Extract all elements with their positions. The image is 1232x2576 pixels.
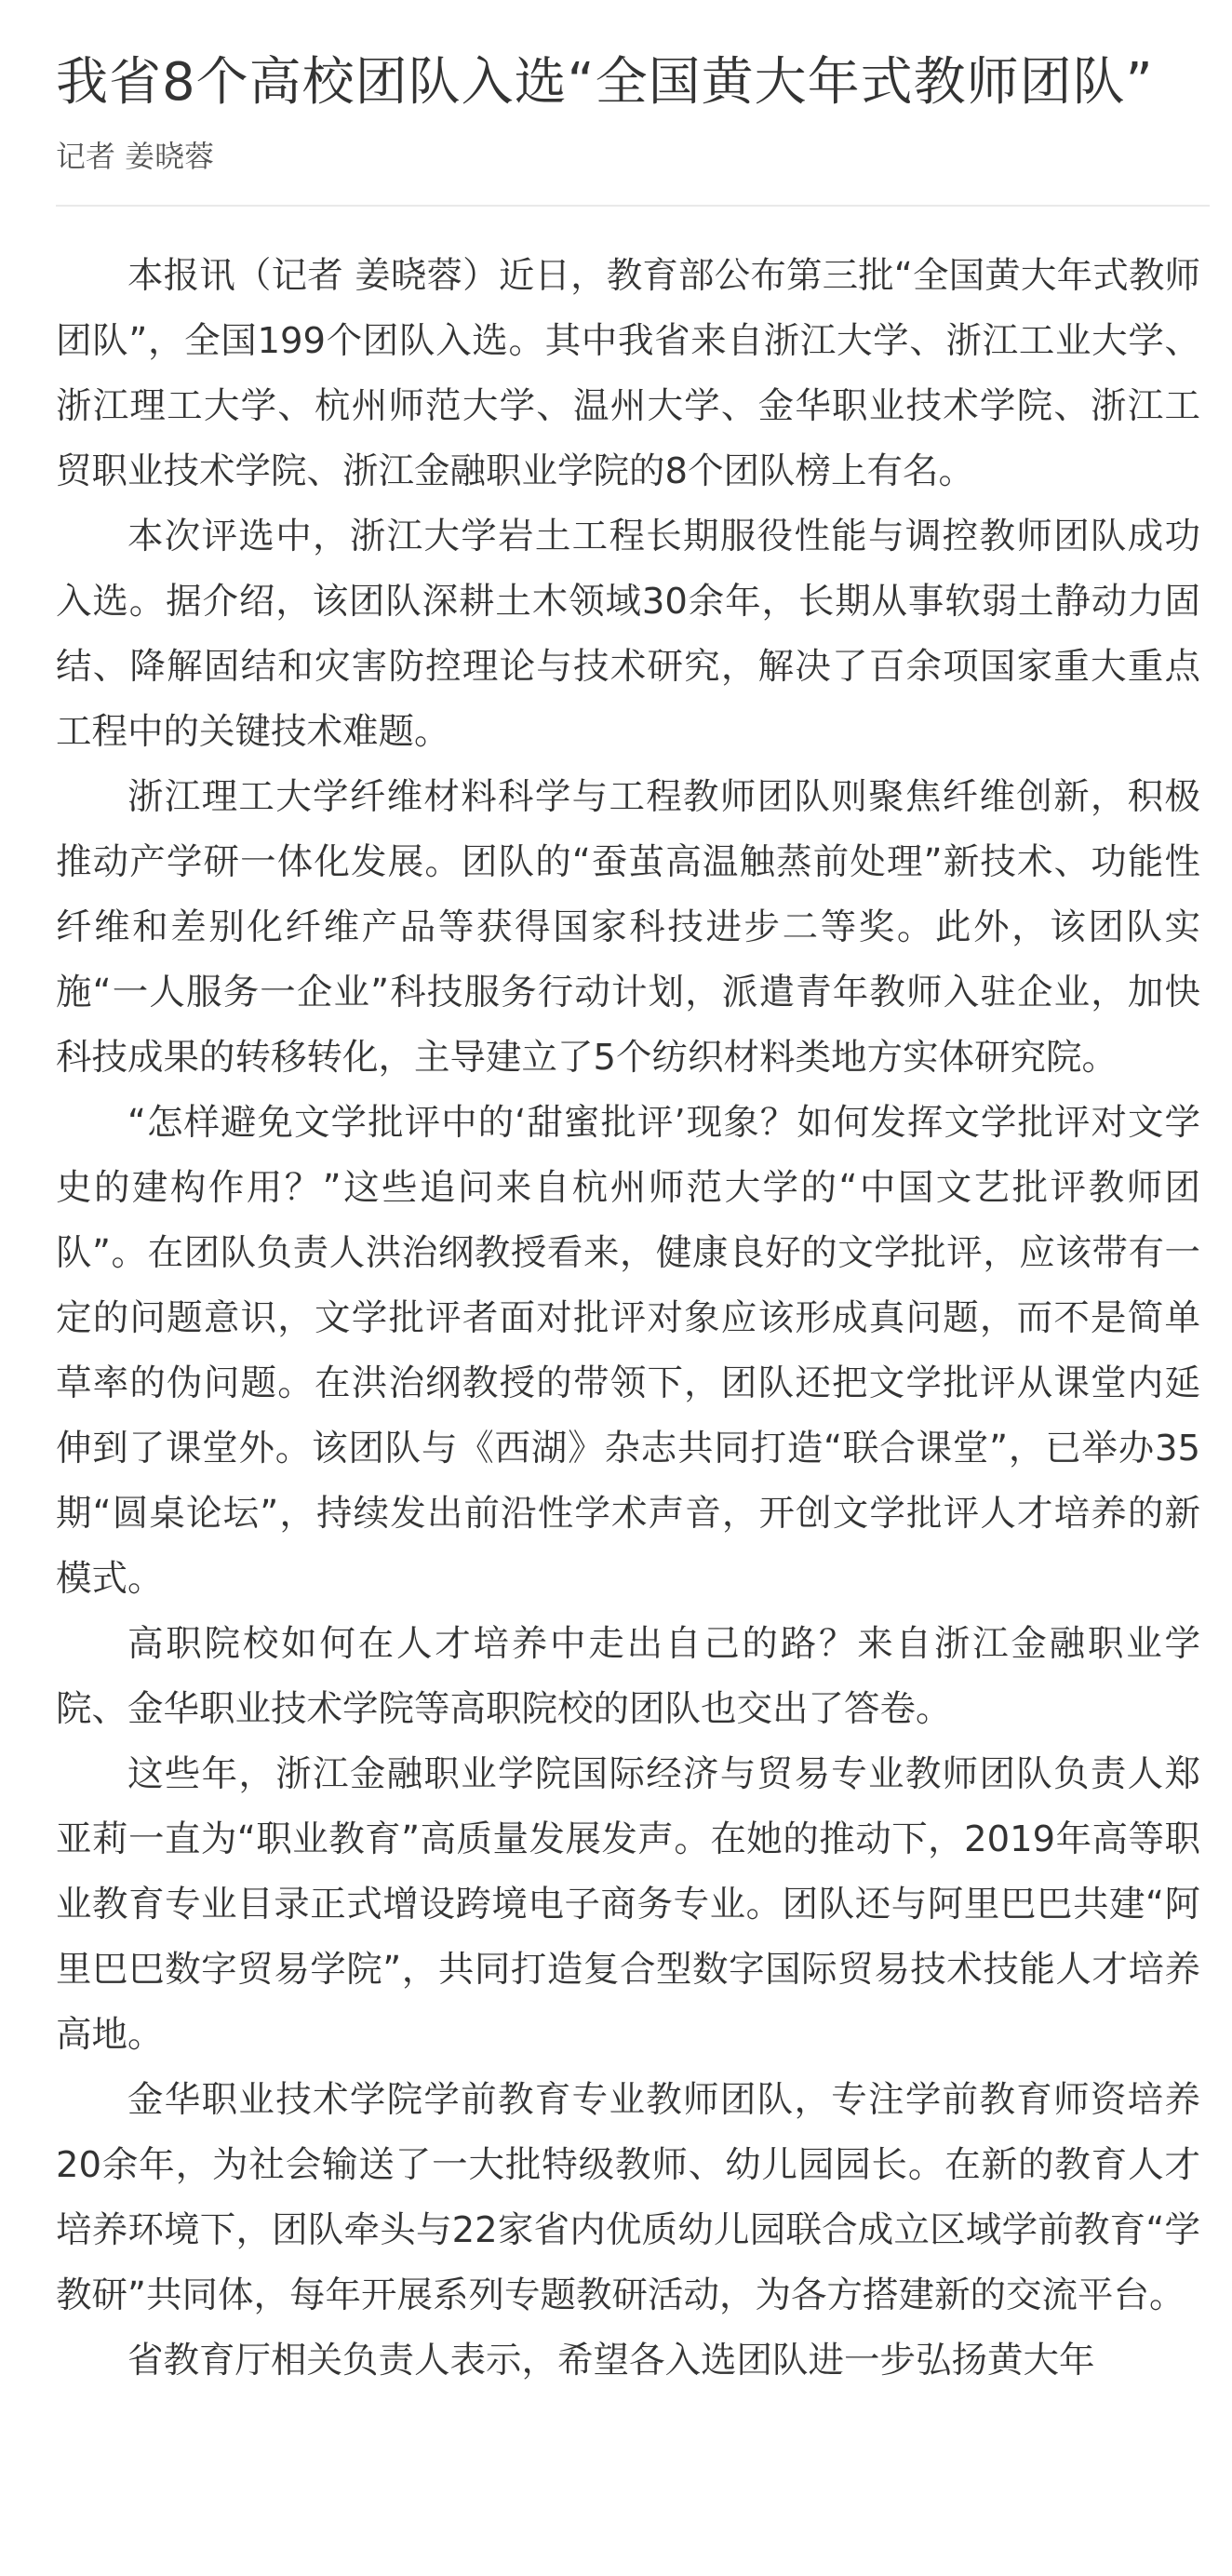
article-paragraph: 省教育厅相关负责人表示，希望各入选团队进一步弘扬黄大年 (127, 2340, 1095, 2381)
article-paragraph: 本次评选中，浙江大学岩土工程长期服役性能与调控教师团队成功入选。据介绍，该团队深耕土木领域30余年，长期从事软弱土静动力固结、降解固结和灾害防控理论与技术研究，解决了百余项国家重大重点工程中的关键技术难题。 (56, 516, 1200, 753)
article-body (56, 244, 1200, 2394)
article-title: 我省8个高校团队入选“全国黄大年式教师团队” (56, 52, 1154, 113)
article-paragraph: 这些年，浙江金融职业学院国际经济与贸易专业教师团队负责人郑亚莉一直为“职业教育”高质量发展发声。在她的推动下，2019年高等职业教育专业目录正式增设跨境电子商务专业。团队还与阿里巴巴共建“阿里巴巴数字贸易学院”，共同打造复合型数字国际贸易技术技能人才培养高地。 (56, 1753, 1200, 2056)
article-paragraph: 金华职业技术学院学前教育专业教师团队，专注学前教育师资培养20余年，为社会输送了一大批特级教师、幼儿园园长。在新的教育人才培养环境下，团队牵头与22家省内优质幼儿园联合成立区域学前教育“学教研”共同体，每年开展系列专题教研活动，为各方搭建新的交流平台。 (56, 2079, 1200, 2316)
article-paragraph: 高职院校如何在人才培养中走出自己的路？来自浙江金融职业学院、金华职业技术学院等高职院校的团队也交出了答卷。 (56, 1623, 1200, 1730)
title-divider (56, 205, 1210, 207)
article-byline: 记者 姜晓蓉 (56, 139, 215, 174)
article-paragraph: 本报讯（记者 姜晓蓉）近日，教育部公布第三批“全国黄大年式教师团队”，全国199个团队入选。其中我省来自浙江大学、浙江工业大学、浙江理工大学、杭州师范大学、温州大学、金华职业技术学院、浙江工贸职业技术学院、浙江金融职业学院的8个团队榜上有名。 (56, 255, 1200, 492)
article-paragraph: “怎样避免文学批评中的‘甜蜜批评’现象？如何发挥文学批评对文学史的建构作用？”这些追问来自杭州师范大学的“中国文艺批评教师团队”。在团队负责人洪治纲教授看来，健康良好的文学批评，应该带有一定的问题意识，文学批评者面对批评对象应该形成真问题，而不是简单草率的伪问题。在洪治纲教授的带领下，团队还把文学批评从课堂内延伸到了课堂外。该团队与《西湖》杂志共同打造“联合课堂”，已举办35期“圆桌论坛”，持续发出前沿性学术声音，开创文学批评人才培养的新模式。 (56, 1102, 1200, 1600)
article-paragraph: 浙江理工大学纤维材料科学与工程教师团队则聚焦纤维创新，积极推动产学研一体化发展。团队的“蚕茧高温触蒸前处理”新技术、功能性纤维和差别化纤维产品等获得国家科技进步二等奖。此外，该团队实施“一人服务一企业”科技服务行动计划，派遣青年教师入驻企业，加快科技成果的转移转化，主导建立了5个纺织材料类地方实体研究院。 (56, 776, 1200, 1079)
